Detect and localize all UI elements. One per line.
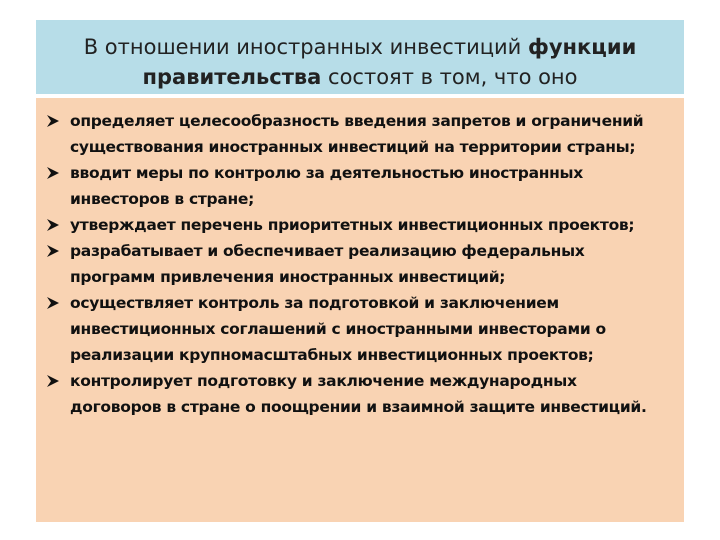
bullet-text: контролирует подготовку и заключение международных договоров в стране о поощрении и взаимной защите инвестиций. [70,372,647,416]
bullet-text: определяет целесообразность введения запретов и ограничений существования иностранных инвестиций на территории страны; [70,112,644,156]
arrow-bullet-icon [46,296,60,310]
arrow-bullet-icon [46,166,60,180]
arrow-bullet-icon [46,218,60,232]
bullet-text: утверждает перечень приоритетных инвестиционных проектов; [70,216,635,234]
title-text-part1: В отношении иностранных инвестиций [83,35,528,59]
list-item [44,290,668,368]
list-item [44,160,668,212]
list-item [44,108,668,160]
bullet-list [44,108,668,420]
list-item [44,238,668,290]
slide-title [36,20,684,94]
arrow-bullet-icon [46,244,60,258]
arrow-bullet-icon [46,374,60,388]
title-text-bold: функции правительства [142,35,637,89]
bullet-text: разрабатывает и обеспечивает реализацию федеральных программ привлечения иностранных инвестиций; [70,242,585,286]
content-panel [36,98,684,522]
arrow-bullet-icon [46,114,60,128]
list-item [44,212,668,238]
title-text-part3: состоят в том, что оно [321,65,578,89]
bullet-text: вводит меры по контролю за деятельностью иностранных инвесторов в стране; [70,164,583,208]
bullet-text: осуществляет контроль за подготовкой и заключением инвестиционных соглашений с иностранными инвесторами о реализации крупномасштабных инвестиционных проектов; [70,294,606,364]
list-item [44,368,668,420]
